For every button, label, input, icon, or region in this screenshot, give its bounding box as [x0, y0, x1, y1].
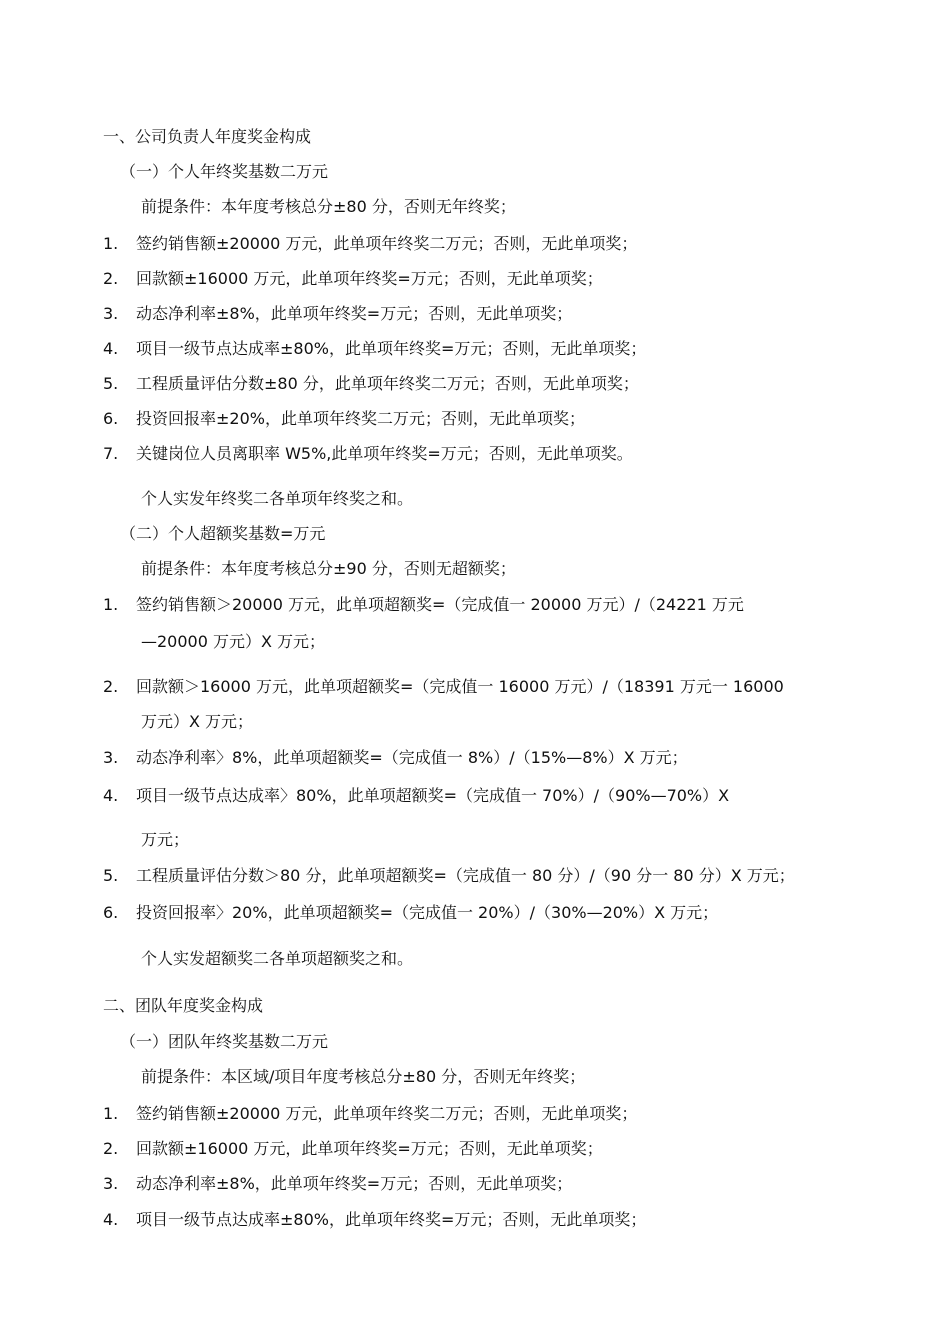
item-text: 工程质量评估分数＞80 分，此单项超额奖=（完成值一 80 分）/（90 分一 80 分）X 万元；	[136, 866, 795, 885]
item-text: 项目一级节点达成率±80%，此单项年终奖=万元；否则，无此单项奖；	[136, 1210, 647, 1229]
item-number: 2.	[103, 1139, 119, 1158]
item-number: 6.	[103, 409, 119, 428]
item-number: 2.	[103, 677, 119, 696]
item-number: 4.	[103, 339, 119, 358]
item-text: 回款额±16000 万元，此单项年终奖=万元；否则，无此单项奖；	[136, 1139, 603, 1158]
item-text: 回款额＞16000 万元，此单项超额奖=（完成值一 16000 万元）/（18391 万元一 16000	[136, 677, 784, 696]
item-number: 4.	[103, 786, 119, 805]
section-heading: 二、团队年度奖金构成	[103, 996, 264, 1015]
item-number: 6.	[103, 903, 119, 922]
item-continuation: 万元）X 万元；	[141, 712, 254, 731]
item-text: 项目一级节点达成率±80%，此单项年终奖=万元；否则，无此单项奖；	[136, 339, 647, 358]
item-text: 签约销售额±20000 万元，此单项年终奖二万元；否则，无此单项奖；	[136, 1104, 638, 1123]
item-text: 投资回报率±20%，此单项年终奖二万元；否则，无此单项奖；	[136, 409, 585, 428]
item-continuation: 万元；	[141, 830, 190, 849]
item-text: 签约销售额＞20000 万元，此单项超额奖=（完成值一 20000 万元）/（24221 万元	[136, 595, 744, 614]
item-continuation: —20000 万元）X 万元；	[141, 632, 326, 651]
section-heading: 一、公司负责人年度奖金构成	[103, 127, 312, 146]
subsection-heading: （二）个人超额奖基数=万元	[120, 524, 326, 543]
subsection-heading: （一）团队年终奖基数二万元	[120, 1032, 329, 1051]
item-number: 5.	[103, 866, 119, 885]
item-text: 回款额±16000 万元，此单项年终奖=万元；否则，无此单项奖；	[136, 269, 603, 288]
summary-text: 个人实发超额奖二各单项超额奖之和。	[141, 949, 414, 968]
item-text: 投资回报率〉20%，此单项超额奖=（完成值一 20%）/（30%—20%）X 万元；	[136, 903, 719, 922]
item-text: 动态净利率〉8%，此单项超额奖=（完成值一 8%）/（15%—8%）X 万元；	[136, 748, 688, 767]
item-number: 3.	[103, 748, 119, 767]
item-number: 5.	[103, 374, 119, 393]
item-text: 签约销售额±20000 万元，此单项年终奖二万元；否则，无此单项奖；	[136, 234, 638, 253]
premise-text: 前提条件：本年度考核总分±90 分，否则无超额奖；	[141, 559, 516, 578]
item-number: 1.	[103, 1104, 119, 1123]
item-number: 1.	[103, 595, 119, 614]
item-number: 4.	[103, 1210, 119, 1229]
item-text: 动态净利率±8%，此单项年终奖=万元；否则，无此单项奖；	[136, 1174, 573, 1193]
item-text: 工程质量评估分数±80 分，此单项年终奖二万元；否则，无此单项奖；	[136, 374, 639, 393]
item-number: 3.	[103, 1174, 119, 1193]
subsection-heading: （一）个人年终奖基数二万元	[120, 162, 329, 181]
item-text: 项目一级节点达成率〉80%，此单项超额奖=（完成值一 70%）/（90%—70%）X	[136, 786, 730, 805]
summary-text: 个人实发年终奖二各单项年终奖之和。	[141, 489, 414, 508]
premise-text: 前提条件：本区域/项目年度考核总分±80 分，否则无年终奖；	[141, 1067, 586, 1086]
item-number: 7.	[103, 444, 119, 463]
item-number: 2.	[103, 269, 119, 288]
item-number: 1.	[103, 234, 119, 253]
premise-text: 前提条件：本年度考核总分±80 分，否则无年终奖；	[141, 197, 516, 216]
item-text: 动态净利率±8%，此单项年终奖=万元；否则，无此单项奖；	[136, 304, 573, 323]
item-number: 3.	[103, 304, 119, 323]
item-text: 关键岗位人员离职率 W5%,此单项年终奖=万元；否则，无此单项奖。	[136, 444, 633, 463]
